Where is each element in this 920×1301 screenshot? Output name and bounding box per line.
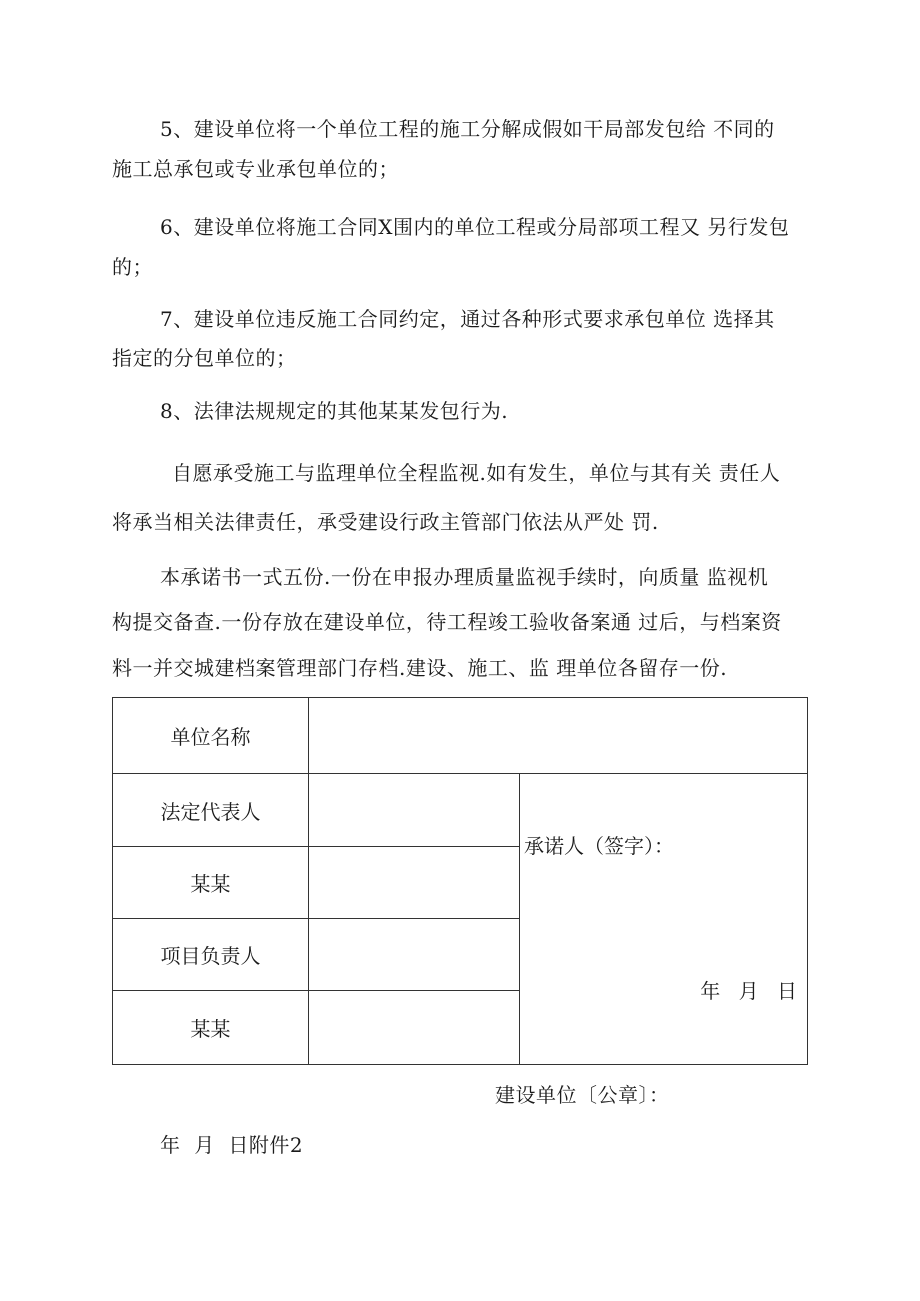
promisor-signature-cell[interactable]	[520, 774, 808, 1065]
item8-line1: 8、法律法规规定的其他某某发包行为.	[160, 399, 509, 423]
mou2-field[interactable]	[309, 991, 520, 1065]
item7-line1: 7、建设单位违反施工合同约定，通过各种形式要求承包单位 选择其	[160, 307, 775, 331]
commit-line1: 自愿承受施工与监理单位全程监视.如有发生，单位与其有关 责任人	[172, 461, 781, 485]
item6-line2: 的；	[112, 255, 153, 279]
project-lead-label: 项目负责人	[113, 919, 309, 991]
item5-line1: 5、建设单位将一个单位工程的施工分解成假如干局部发包给 不同的	[160, 117, 775, 141]
project-lead-field[interactable]	[309, 919, 520, 991]
date-attachment: 年 月 日附件2	[160, 1133, 304, 1157]
mou1-label: 某某	[113, 847, 309, 919]
legal-rep-label: 法定代表人	[113, 774, 309, 847]
commit-line2: 将承当相关法律责任，承受建设行政主管部门依法从严处 罚.	[112, 510, 659, 534]
mou2-label: 某某	[113, 991, 309, 1065]
legal-rep-field[interactable]	[309, 774, 520, 847]
seal-label: 建设单位〔公章〕：	[495, 1083, 670, 1107]
item6-line1: 6、建设单位将施工合同X围内的单位工程或分局部项工程又 另行发包	[160, 215, 790, 239]
promisor-date: 年 月 日	[700, 979, 803, 1003]
commitment-form-table	[112, 697, 808, 1065]
unit-name-label: 单位名称	[113, 698, 309, 774]
item7-line2: 指定的分包单位的；	[112, 346, 297, 370]
copies-line1: 本承诺书一式五份.一份在申报办理质量监视手续时，向质量 监视机	[160, 565, 769, 589]
copies-line3: 料一并交城建档案管理部门存档.建设、施工、监 理单位各留存一份.	[112, 656, 728, 680]
promisor-label: 承诺人（签字）：	[524, 834, 674, 858]
item5-line2: 施工总承包或专业承包单位的；	[112, 157, 399, 181]
mou1-field[interactable]	[309, 847, 520, 919]
unit-name-field[interactable]	[309, 698, 808, 774]
copies-line2: 构提交备查.一份存放在建设单位，待工程竣工验收备案通 过后，与档案资	[112, 610, 782, 634]
